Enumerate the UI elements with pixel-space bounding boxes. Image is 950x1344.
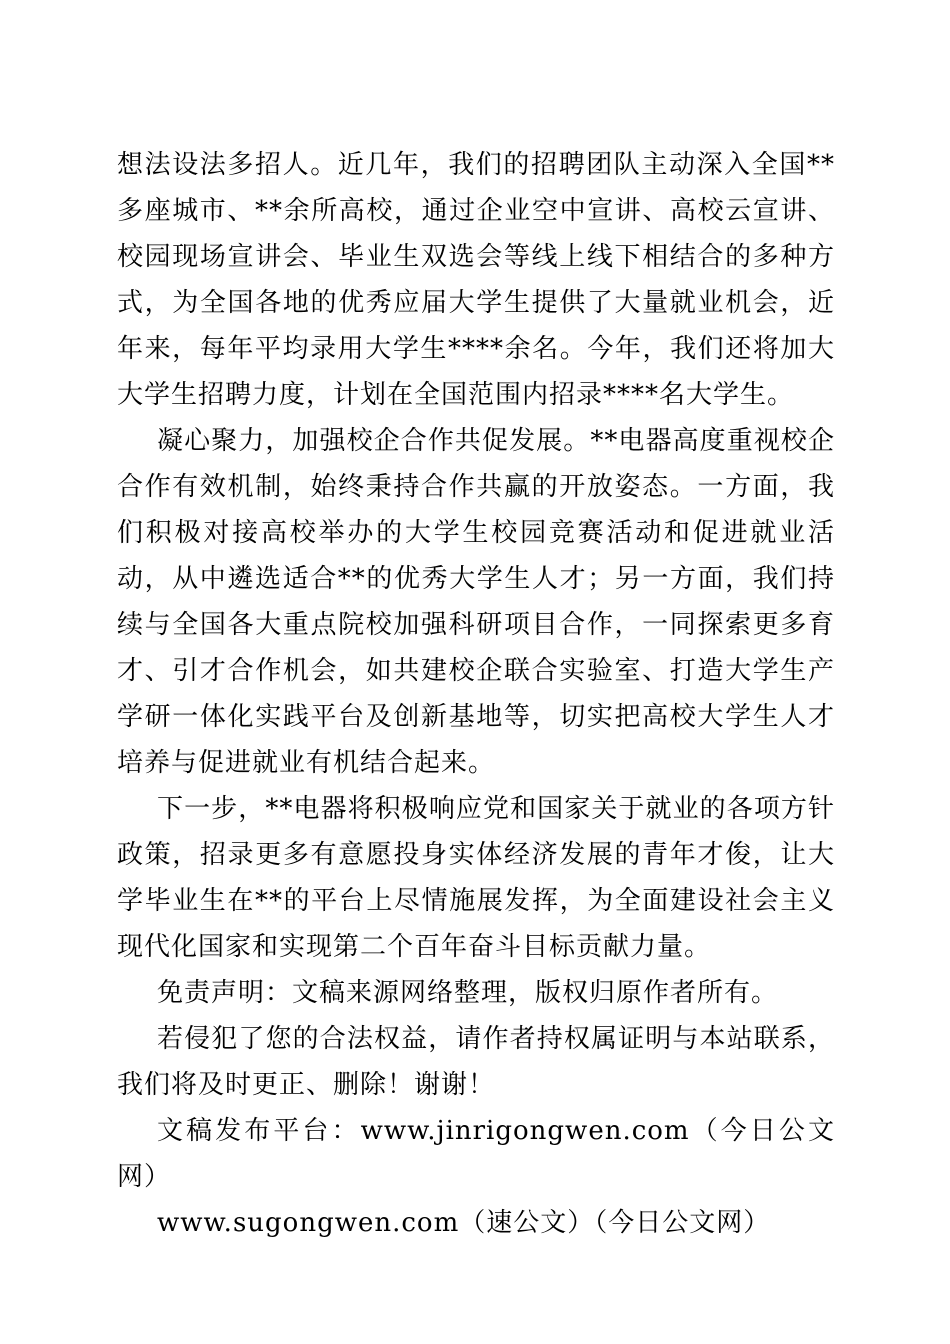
paragraph-infringement-notice: 若侵犯了您的合法权益，请作者持权属证明与本站联系，我们将及时更正、删除！谢谢！ bbox=[117, 1024, 835, 1100]
paragraph-site-urls: www.sugongwen.com（速公文）（今日公文网） bbox=[157, 1208, 771, 1238]
paragraph-publish-platform: 文稿发布平台：www.jinrigongwen.com（今日公文网） bbox=[117, 1116, 835, 1192]
paragraph-next-step: 下一步，**电器将积极响应党和国家关于就业的各项方针政策，招录更多有意愿投身实体经济发展的青年才俊，让大学毕业生在**的平台上尽情施展发挥，为全面建设社会主义现代化国家和实现第二个百年奋斗目标贡献力量。 bbox=[117, 794, 835, 962]
paragraph-cooperation: 凝心聚力，加强校企合作共促发展。**电器高度重视校企合作有效机制，始终秉持合作共赢的开放姿态。一方面，我们积极对接高校举办的大学生校园竞赛活动和促进就业活动，从中遴选适合**的优秀大学生人才；另一方面，我们持续与全国各大重点院校加强科研项目合作，一同探索更多育才、引才合作机会，如共建校企联合实验室、打造大学生产学研一体化实践平台及创新基地等，切实把高校大学生人才培养与促进就业有机结合起来。 bbox=[117, 426, 835, 778]
paragraph-recruitment: 想法设法多招人。近几年，我们的招聘团队主动深入全国**多座城市、**余所高校，通过企业空中宣讲、高校云宣讲、校园现场宣讲会、毕业生双选会等线上线下相结合的多种方式，为全国各地的优秀应届大学生提供了大量就业机会，近年来，每年平均录用大学生****余名。今年，我们还将加大大学生招聘力度，计划在全国范围内招录****名大学生。 bbox=[117, 150, 835, 410]
document-body bbox=[117, 142, 835, 1246]
paragraph-disclaimer: 免责声明：文稿来源网络整理，版权归原作者所有。 bbox=[157, 978, 779, 1008]
